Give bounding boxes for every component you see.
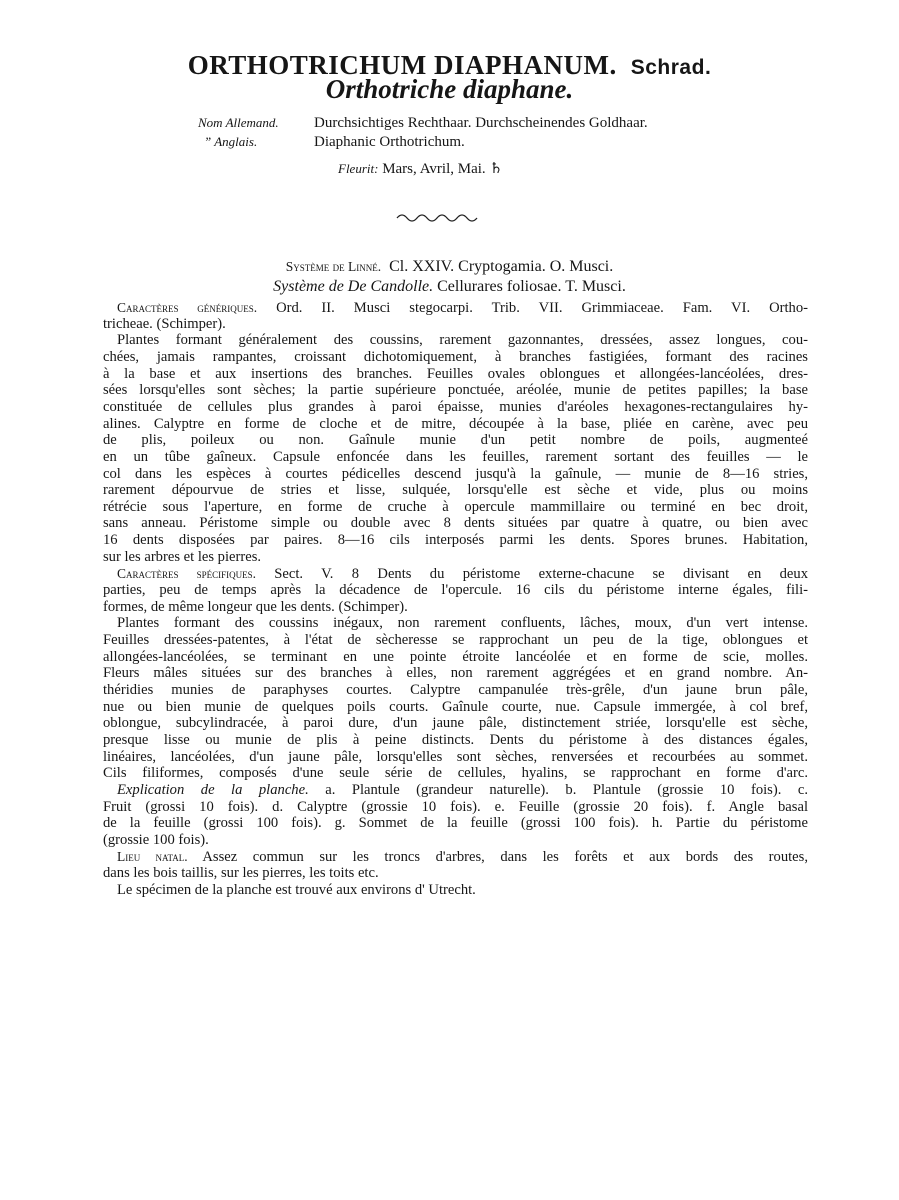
line-text: de plis, poileux ou non. Gaînule munie d'un petit nombre de poils, augmenteé bbox=[103, 432, 808, 449]
text-line bbox=[103, 532, 808, 549]
english-name-line bbox=[204, 134, 465, 151]
text-line bbox=[103, 499, 808, 516]
text-line bbox=[117, 848, 808, 866]
text-line bbox=[103, 482, 808, 499]
line-text: Le spécimen de la planche est trouvé aux environs d' Utrecht. bbox=[117, 881, 476, 898]
flowering-line bbox=[338, 159, 503, 178]
line-text: rétrécie sous l'aperture, en forme de cruche à opercule mammillaire ou terminé en bec droit, bbox=[103, 498, 808, 515]
text-line bbox=[103, 382, 808, 399]
line-text: a. Plantule (grandeur naturelle). b. Plantule (grossie 10 fois). c. bbox=[308, 781, 808, 798]
text-line bbox=[103, 632, 808, 649]
text-line bbox=[103, 416, 808, 433]
line-text: en un tûbe gaîneux. Capsule enfoncée dans les feuilles, rarement sortant des feuilles — le bbox=[103, 448, 808, 465]
line-text: rarement dépourvue de stries et lisse, sulquée, lorsqu'elle est sèche et vide, plus ou moins bbox=[103, 482, 808, 499]
text-line bbox=[103, 699, 808, 716]
line-text: Plantes formant des coussins inégaux, non rarement confluents, lâches, moux, d'un vert intense. bbox=[117, 615, 808, 632]
text-line bbox=[103, 682, 808, 699]
line-text: sées lorsqu'elles sont sèches; la partie supérieure ponctuée, aréolée, munie de petites papilles; la base bbox=[103, 382, 808, 399]
text-line bbox=[103, 832, 808, 849]
text-line bbox=[103, 799, 808, 816]
text-line bbox=[103, 599, 808, 616]
ornamental-divider bbox=[395, 210, 485, 224]
candolle-label: Système de De Candolle. bbox=[273, 278, 434, 295]
line-text: Sect. V. 8 Dents du péristome externe-chacune se divisant en deux bbox=[255, 566, 809, 583]
linne-system-line bbox=[0, 258, 899, 276]
text-line bbox=[103, 466, 808, 483]
text-line bbox=[103, 649, 808, 666]
text-line bbox=[117, 882, 808, 899]
text-line bbox=[103, 732, 808, 749]
french-name: Orthotriche diaphane. bbox=[325, 74, 574, 104]
text-line bbox=[103, 399, 808, 416]
text-line bbox=[103, 349, 808, 366]
text-line bbox=[117, 782, 808, 799]
line-text: Assez commun sur les troncs d'arbres, dans les forêts et aux bords des routes, bbox=[187, 849, 808, 866]
german-name-value: Durchsichtiges Rechthaar. Durchscheinendes Goldhaar. bbox=[314, 115, 648, 131]
text-line bbox=[103, 715, 808, 732]
section-heading: Lieu natal. bbox=[117, 849, 188, 865]
line-text: 16 dents disposées par paires. 8—16 cils interposés parmi les dents. Spores brunes. Habitation, bbox=[103, 532, 808, 549]
text-line bbox=[103, 449, 808, 466]
line-text: à la base et aux insertions des branches. Feuilles ovales oblongues et allongées-lancéolées, dres- bbox=[103, 365, 808, 382]
line-text: sur les arbres et les pierres. bbox=[103, 548, 262, 565]
section-heading: Caractères génériques. bbox=[117, 300, 258, 315]
line-text: Feuilles dressées-patentes, à l'état de sècheresse se rapprochant un peu de la tige, oblongues et bbox=[103, 632, 808, 648]
german-name-line bbox=[198, 115, 648, 132]
line-text: linéaires, lancéolées, d'un jaune pâle, lorsqu'elles sont sèches, renversées et recourbées au sommet. bbox=[103, 748, 808, 765]
text-line bbox=[103, 432, 808, 449]
linne-label: Système de Linné. bbox=[285, 259, 382, 274]
flowering-value: Mars, Avril, Mai. ♄ bbox=[382, 161, 503, 177]
text-line bbox=[103, 749, 808, 766]
text-line bbox=[103, 366, 808, 383]
line-text: Fleurs mâles situées sur des branches à elles, non rarement aggrégées et en grand nombre. An- bbox=[103, 665, 808, 682]
line-text: presque lisse ou munie de plis à peine distincts. Dents du péristome à des distances égales, bbox=[103, 731, 808, 748]
line-text: constituée de cellules plus grandes à paroi épaisse, munies d'aréoles hexagones-rectangulaires hy- bbox=[103, 398, 808, 415]
line-text: formes, de même longeur que les dents. (Schimper). bbox=[103, 598, 408, 615]
author-abbreviation: Schrad. bbox=[630, 56, 712, 79]
text-line bbox=[103, 316, 808, 333]
species-name: ORTHOTRICHUM DIAPHANUM. bbox=[187, 50, 617, 80]
linne-value: Cl. XXIV. Cryptogamia. O. Musci. bbox=[389, 258, 614, 275]
line-text: théridies munies de paraphyses courtes. Calyptre campanulée très-grêle, d'un jaune brun pâle, bbox=[103, 681, 808, 698]
text-line bbox=[103, 815, 808, 832]
candolle-value: Cellurares foliosae. T. Musci. bbox=[437, 278, 626, 295]
line-text: nue ou bien munie de quelques poils courts. Gaînule courte, nue. Capsule immergée, à col bref, bbox=[103, 698, 808, 715]
text-line bbox=[103, 865, 808, 882]
english-name-value: Diaphanic Orthotrichum. bbox=[314, 134, 465, 150]
line-text: (grossie 100 fois). bbox=[103, 831, 209, 848]
line-text: sans anneau. Péristome simple ou double avec 8 dents situées par quatre à quatre, ou bien avec bbox=[103, 515, 808, 532]
candolle-system-line bbox=[0, 278, 899, 296]
section-heading: Caractères spécifiques. bbox=[117, 566, 256, 582]
line-text: chées, jamais rampantes, croissant dichotomiquement, à branches fastigiées, formant des racines bbox=[103, 348, 808, 365]
text-line bbox=[117, 615, 808, 632]
text-line bbox=[103, 765, 808, 782]
line-text: oblongue, subcylindracée, à paroi dure, d'un jaune pâle, distinctement striée, lorsqu'elle est sèche, bbox=[103, 715, 808, 732]
line-text: tricheae. (Schimper). bbox=[103, 315, 226, 332]
german-name-label: Nom Allemand. bbox=[198, 115, 279, 130]
line-text: Plantes formant généralement des coussins, rarement gazonnantes, dressées, assez longues, cou- bbox=[117, 332, 808, 349]
line-text: parties, peu de temps après la décadence de l'opercule. 16 cils du péristome interne égales, fili- bbox=[103, 582, 808, 599]
text-line bbox=[103, 549, 808, 566]
text-line bbox=[103, 515, 808, 532]
line-text: alines. Calyptre en forme de cloche et de mitre, découpée à la base, pliée en carène, avec peu bbox=[103, 415, 808, 432]
text-line bbox=[117, 565, 808, 583]
line-text: dans les bois taillis, sur les pierres, les toits etc. bbox=[103, 865, 379, 882]
line-text: Fruit (grossi 10 fois). d. Calyptre (grossie 10 fois). e. Feuille (grossie 20 fois). f. Angle basal bbox=[103, 798, 808, 815]
line-text: allongées-lancéolées, se terminant en une pointe étroite lancéolée et en forme de scie, molles. bbox=[103, 648, 808, 665]
english-name-label: ” Anglais. bbox=[204, 134, 258, 149]
section-heading: Explication de la planche. bbox=[117, 781, 309, 798]
line-text: col dans les espèces à courtes pédicelles descend jusqu'à la gaînule, — munie de 8—16 stries, bbox=[103, 465, 808, 482]
line-text: Cils filiformes, composés d'une seule série de cellules, hyalins, se rapprochant en forme d'arc. bbox=[103, 765, 808, 782]
text-line bbox=[103, 665, 808, 682]
text-line bbox=[117, 299, 808, 317]
text-line bbox=[103, 582, 808, 599]
line-text: Ord. II. Musci stegocarpi. Trib. VII. Grimmiaceae. Fam. VI. Ortho- bbox=[257, 300, 808, 316]
text-line bbox=[117, 332, 808, 349]
flowering-label: Fleurit: bbox=[338, 161, 379, 176]
line-text: de la feuille (grossi 100 fois). g. Sommet de la feuille (grossi 100 fois). h. Partie du péristome bbox=[103, 815, 808, 832]
